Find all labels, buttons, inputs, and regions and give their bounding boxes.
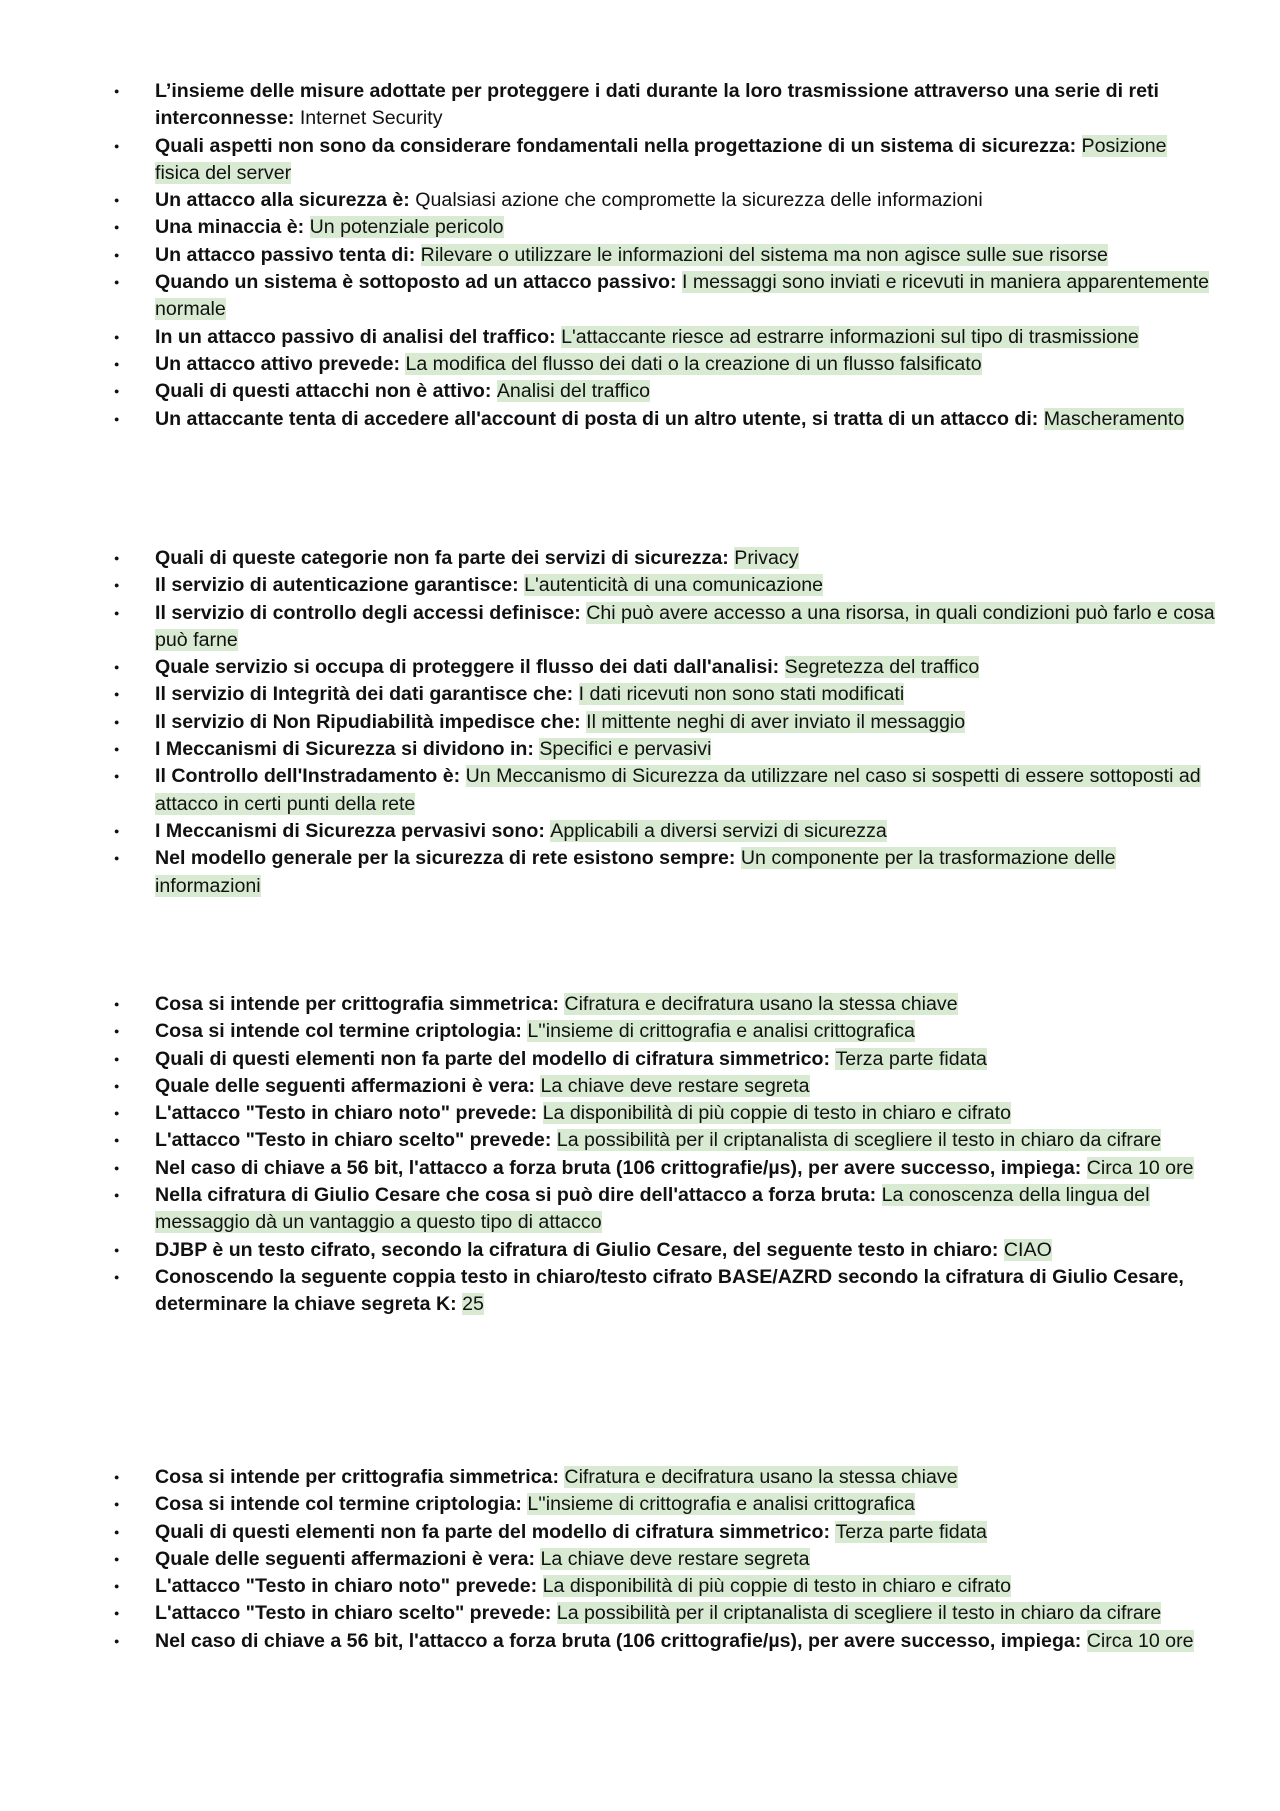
answer-text: La chiave deve restare segreta xyxy=(540,1074,810,1097)
bullet-icon: ● xyxy=(114,689,120,700)
list-item xyxy=(0,545,1215,572)
bullet-icon: ● xyxy=(114,999,120,1009)
bullet-icon: ● xyxy=(114,1635,120,1646)
list-item xyxy=(0,1573,1215,1600)
list-item xyxy=(0,763,1215,818)
bullet-icon: ● xyxy=(114,277,120,288)
answer-text: Segretezza del traffico xyxy=(784,656,980,679)
bullet-icon: ● xyxy=(114,771,120,782)
question-text: L'attacco "Testo in chiaro scelto" prevede: xyxy=(155,1129,557,1152)
bullet-icon: ● xyxy=(114,662,120,673)
answer-text: Internet Security xyxy=(299,107,443,130)
question-text: Conoscendo la seguente coppia testo in chiaro/testo cifrato BASE/AZRD secondo la cifratura di Giulio Cesare, determinare la chiave segreta K: xyxy=(155,1265,1184,1316)
question-text: Quali di queste categorie non fa parte dei servizi di sicurezza: xyxy=(155,547,735,569)
list-item xyxy=(0,242,1215,269)
answer-text: CIAO xyxy=(1003,1238,1052,1261)
bullet-icon: ● xyxy=(114,744,120,755)
list-item xyxy=(0,1628,1215,1655)
bullet-icon: ● xyxy=(114,1190,120,1201)
bullet-icon: ● xyxy=(114,413,120,424)
bullet-icon: ● xyxy=(114,249,120,260)
question-text: Il Controllo dell'Instradamento è: xyxy=(155,765,466,788)
list-item xyxy=(0,269,1215,324)
answer-text: Chi può avere accesso a una risorsa, in quali condizioni può farlo e cosa può farne xyxy=(155,601,1215,651)
list-item xyxy=(0,1182,1215,1237)
question-text: Un attacco attivo prevede: xyxy=(155,352,406,375)
answer-text: Un componente per la trasformazione delle informazioni xyxy=(155,847,1116,897)
question-text: Cosa si intende per crittografia simmetrica: xyxy=(155,1466,565,1488)
question-text: Un attacco alla sicurezza è: xyxy=(155,189,416,212)
answer-text: La disponibilità di più coppie di testo in chiaro e cifrato xyxy=(542,1575,1011,1598)
bullet-icon: ● xyxy=(114,1271,120,1282)
answer-text: Specifici e pervasivi xyxy=(539,738,712,761)
answer-text: La disponibilità di più coppie di testo in chiaro e cifrato xyxy=(542,1102,1011,1125)
list-item xyxy=(0,681,1215,708)
bullet-icon: ● xyxy=(114,1526,120,1537)
qa-section-2 xyxy=(0,545,1280,900)
list-item xyxy=(0,406,1215,433)
list-item xyxy=(0,214,1215,241)
bullet-icon: ● xyxy=(114,358,120,369)
answer-text: Rilevare o utilizzare le informazioni del sistema ma non agisce sulle sue risorse xyxy=(420,243,1108,266)
answer-text: Il mittente neghi di aver inviato il messaggio xyxy=(586,710,966,733)
question-text: Il servizio di controllo degli accessi definisce: xyxy=(155,601,587,624)
bullet-icon: ● xyxy=(114,1162,120,1173)
question-text: Nel caso di chiave a 56 bit, l'attacco a forza bruta (106 crittografie/µs), per avere successo, impiega: xyxy=(155,1629,1087,1652)
list-item xyxy=(0,845,1215,900)
question-text: DJBP è un testo cifrato, secondo la cifratura di Giulio Cesare, del seguente testo in chiaro: xyxy=(155,1238,1004,1261)
question-text: Quale delle seguenti affermazioni è vera: xyxy=(155,1547,541,1570)
bullet-icon: ● xyxy=(114,1108,120,1119)
list-item xyxy=(0,654,1215,681)
bullet-icon: ● xyxy=(114,386,120,397)
answer-text: Qualsiasi azione che compromette la sicurezza delle informazioni xyxy=(415,189,983,212)
bullet-icon: ● xyxy=(114,825,120,836)
list-item xyxy=(0,1127,1215,1154)
answer-text: Circa 10 ore xyxy=(1086,1629,1194,1652)
bullet-icon: ● xyxy=(114,716,120,727)
list-item xyxy=(0,1546,1215,1573)
bullet-icon: ● xyxy=(114,1135,120,1146)
question-text: In un attacco passivo di analisi del traffico: xyxy=(155,325,562,348)
question-text: Un attaccante tenta di accedere all'account di posta di un altro utente, si tratta di un attacco di: xyxy=(155,407,1044,430)
list-item xyxy=(0,187,1215,214)
question-text: Quali di questi elementi non fa parte del modello di cifratura simmetrico: xyxy=(155,1047,836,1070)
list-item xyxy=(0,1491,1215,1518)
answer-text: Terza parte fidata xyxy=(835,1047,987,1070)
question-text: Il servizio di Integrità dei dati garantisce che: xyxy=(155,683,579,706)
list-item xyxy=(0,378,1215,405)
answer-text: L''insieme di crittografia e analisi crittografica xyxy=(527,1493,915,1516)
bullet-icon: ● xyxy=(114,607,120,618)
answer-text: La possibilità per il criptanalista di scegliere il testo in chiaro da cifrare xyxy=(556,1129,1162,1152)
list-item xyxy=(0,1100,1215,1127)
list-item xyxy=(0,1046,1215,1073)
question-text: L’insieme delle misure adottate per proteggere i dati durante la loro trasmissione attraverso una serie di reti interconnesse: xyxy=(155,80,1159,130)
question-text: Quando un sistema è sottoposto ad un attacco passivo: xyxy=(155,271,682,294)
list-item xyxy=(0,78,1215,133)
answer-text: Posizione fisica del server xyxy=(155,134,1167,184)
list-item xyxy=(0,1155,1215,1182)
list-item xyxy=(0,1237,1215,1264)
answer-text: Analisi del traffico xyxy=(496,380,651,403)
question-text: I Meccanismi di Sicurezza pervasivi sono: xyxy=(155,819,551,842)
question-text: Quali di questi attacchi non è attivo: xyxy=(155,380,497,403)
answer-text: La possibilità per il criptanalista di scegliere il testo in chiaro da cifrare xyxy=(556,1602,1162,1625)
question-text: Nella cifratura di Giulio Cesare che cosa si può dire dell'attacco a forza bruta: xyxy=(155,1184,882,1207)
list-item xyxy=(0,1600,1215,1627)
answer-text: 25 xyxy=(462,1293,484,1316)
answer-text: Un potenziale pericolo xyxy=(309,216,504,239)
bullet-icon: ● xyxy=(114,1244,120,1255)
bullet-icon: ● xyxy=(114,1581,120,1592)
list-item xyxy=(0,324,1215,351)
answer-text: I dati ricevuti non sono stati modificati xyxy=(578,683,905,706)
answer-text: Terza parte fidata xyxy=(835,1520,987,1543)
bullet-icon: ● xyxy=(114,1026,120,1037)
answer-text: I messaggi sono inviati e ricevuti in maniera apparentemente normale xyxy=(155,271,1210,321)
answer-text: Mascheramento xyxy=(1043,407,1185,430)
question-text: Quale delle seguenti affermazioni è vera: xyxy=(155,1074,541,1097)
bullet-icon: ● xyxy=(114,140,120,151)
list-item xyxy=(0,1464,1215,1491)
answer-text: La chiave deve restare segreta xyxy=(540,1547,810,1570)
question-text: L'attacco "Testo in chiaro noto" prevede: xyxy=(155,1102,543,1125)
answer-text: Cifratura e decifratura usano la stessa chiave xyxy=(564,1466,958,1488)
question-text: Il servizio di Non Ripudiabilità impedisce che: xyxy=(155,710,587,733)
bullet-icon: ● xyxy=(114,1499,120,1510)
qa-section-4 xyxy=(0,1464,1280,1655)
bullet-icon: ● xyxy=(114,86,120,96)
bullet-icon: ● xyxy=(114,331,120,342)
answer-text: Cifratura e decifratura usano la stessa chiave xyxy=(564,993,958,1015)
answer-text: La modifica del flusso dei dati o la creazione di un flusso falsificato xyxy=(405,352,982,375)
qa-section-1 xyxy=(0,78,1280,433)
bullet-icon: ● xyxy=(114,1553,120,1564)
list-item xyxy=(0,133,1215,188)
question-text: Nel caso di chiave a 56 bit, l'attacco a forza bruta (106 crittografie/µs), per avere successo, impiega: xyxy=(155,1156,1087,1179)
question-text: Quali di questi elementi non fa parte del modello di cifratura simmetrico: xyxy=(155,1520,836,1543)
bullet-icon: ● xyxy=(114,1608,120,1619)
bullet-icon: ● xyxy=(114,222,120,233)
answer-text: Privacy xyxy=(734,547,799,569)
list-item xyxy=(0,572,1215,599)
bullet-icon: ● xyxy=(114,195,120,206)
question-text: I Meccanismi di Sicurezza si dividono in: xyxy=(155,738,540,761)
list-item xyxy=(0,1018,1215,1045)
bullet-icon: ● xyxy=(114,1472,120,1482)
answer-text: Applicabili a diversi servizi di sicurezza xyxy=(550,819,887,842)
question-text: Cosa si intende per crittografia simmetrica: xyxy=(155,993,565,1015)
question-text: Una minaccia è: xyxy=(155,216,310,239)
question-text: Quali aspetti non sono da considerare fondamentali nella progettazione di un sistema di sicurezza: xyxy=(155,134,1082,157)
bullet-icon: ● xyxy=(114,1053,120,1064)
question-text: L'attacco "Testo in chiaro noto" prevede: xyxy=(155,1575,543,1598)
list-item xyxy=(0,1264,1215,1319)
answer-text: Un Meccanismo di Sicurezza da utilizzare nel caso si sospetti di essere sottoposti ad attacco in certi punti della rete xyxy=(155,765,1201,815)
question-text: Cosa si intende col termine criptologia: xyxy=(155,1020,528,1043)
qa-section-3 xyxy=(0,991,1280,1319)
list-item xyxy=(0,1519,1215,1546)
bullet-icon: ● xyxy=(114,553,120,563)
list-item xyxy=(0,351,1215,378)
answer-text: L'attaccante riesce ad estrarre informazioni sul tipo di trasmissione xyxy=(561,325,1139,348)
answer-text: La conoscenza della lingua del messaggio dà un vantaggio a questo tipo di attacco xyxy=(155,1184,1150,1234)
list-item xyxy=(0,600,1215,655)
answer-text: L''insieme di crittografia e analisi crittografica xyxy=(527,1020,915,1043)
question-text: Il servizio di autenticazione garantisce: xyxy=(155,574,525,597)
question-text: Cosa si intende col termine criptologia: xyxy=(155,1493,528,1516)
list-item xyxy=(0,709,1215,736)
question-text: Quale servizio si occupa di proteggere il flusso dei dati dall'analisi: xyxy=(155,656,785,679)
list-item xyxy=(0,818,1215,845)
list-item xyxy=(0,991,1215,1018)
answer-text: Circa 10 ore xyxy=(1086,1156,1194,1179)
question-text: Nel modello generale per la sicurezza di rete esistono sempre: xyxy=(155,847,741,870)
list-item xyxy=(0,1073,1215,1100)
question-text: Un attacco passivo tenta di: xyxy=(155,243,421,266)
answer-text: L'autenticità di una comunicazione xyxy=(524,574,824,597)
bullet-icon: ● xyxy=(114,1080,120,1091)
question-text: L'attacco "Testo in chiaro scelto" prevede: xyxy=(155,1602,557,1625)
list-item xyxy=(0,736,1215,763)
bullet-icon: ● xyxy=(114,853,120,864)
bullet-icon: ● xyxy=(114,580,120,591)
